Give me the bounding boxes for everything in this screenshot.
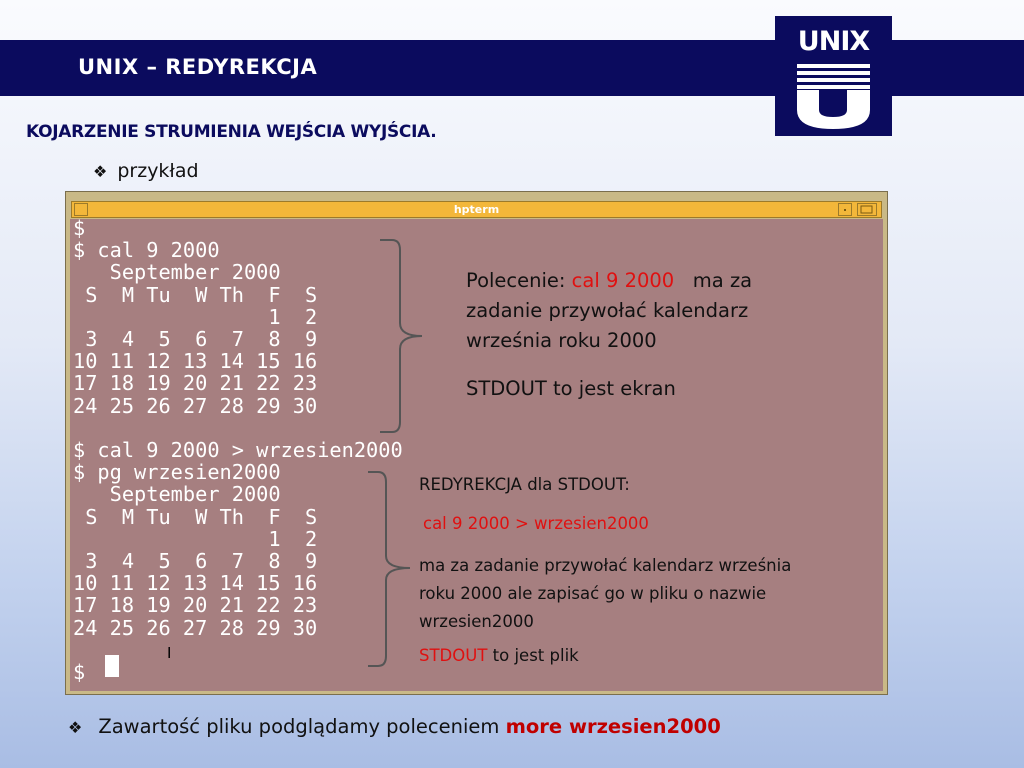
- terminal-line: $: [73, 216, 86, 240]
- note2-stdout-rest: to jest plik: [487, 646, 579, 665]
- note1-line4: STDOUT to jest ekran: [466, 377, 676, 400]
- note1-line2: zadanie przywołać kalendarz: [466, 299, 749, 322]
- unix-logo: [775, 16, 892, 136]
- note2-heading: REDYREKCJA dla STDOUT:: [419, 475, 630, 494]
- note1-line3: września roku 2000: [466, 329, 657, 352]
- logo-text: UNIX: [797, 26, 870, 57]
- terminal-line: $ pg wrzesien2000: [73, 460, 281, 485]
- terminal-line: 1 2: [73, 304, 318, 329]
- brace-icon-bottom: [366, 470, 416, 668]
- note2-line2: roku 2000 ale zapisać go w pliku o nazwie: [419, 584, 767, 603]
- terminal-line: 3 4 5 6 7 8 9: [73, 549, 318, 573]
- terminal-title: hpterm: [453, 203, 500, 216]
- note1-suffix: ma za: [674, 269, 753, 292]
- terminal-line: S M Tu W Th F S: [73, 504, 318, 529]
- terminal-line: S M Tu W Th F S: [73, 282, 318, 307]
- bullet-example: [93, 160, 199, 182]
- terminal-line: $: [73, 660, 86, 684]
- note-redirection: [419, 474, 791, 667]
- diamond-bullet-icon: ❖: [93, 162, 108, 181]
- terminal-titlebar[interactable]: [71, 201, 882, 218]
- terminal-line: 1 2: [73, 526, 318, 551]
- bullet-more-command: more wrzesien2000: [505, 715, 721, 738]
- unix-u-logo-icon: [775, 16, 892, 136]
- minimize-icon[interactable]: [838, 203, 852, 216]
- note2-stdout: STDOUT: [419, 646, 488, 665]
- note1-command: cal 9 2000: [571, 269, 675, 292]
- terminal-line: September 2000: [73, 482, 281, 507]
- terminal-line: 17 18 19 20 21 22 23: [73, 371, 318, 396]
- terminal-line: 17 18 19 20 21 22 23: [73, 593, 318, 618]
- slide-title: UNIX – REDYREKCJA: [78, 55, 318, 79]
- bullet-more: [68, 715, 721, 738]
- bullet-example-text: przykład: [117, 160, 199, 182]
- terminal-line: 24 25 26 27 28 29 30: [73, 615, 318, 640]
- note2-line1: ma za zadanie przywołać kalendarz września: [419, 556, 792, 575]
- note2-command: cal 9 2000 > wrzesien2000: [423, 514, 649, 533]
- terminal-line: 3 4 5 6 7 8 9: [73, 327, 318, 351]
- note-stdout-screen: [466, 266, 752, 404]
- note1-line1: [466, 266, 752, 296]
- terminal-line: September 2000: [73, 260, 281, 285]
- terminal-line: 10 11 12 13 14 15 16: [73, 571, 318, 596]
- terminal-line: 10 11 12 13 14 15 16: [73, 349, 318, 374]
- terminal-line: $ cal 9 2000 > wrzesien2000: [73, 438, 403, 462]
- note1-prefix: Polecenie:: [466, 269, 572, 292]
- text-cursor: [105, 655, 119, 677]
- terminal-line: 24 25 26 27 28 29 30: [73, 393, 318, 418]
- brace-icon-top: [378, 238, 428, 434]
- section-heading: KOJARZENIE STRUMIENIA WEJŚCIA WYJŚCIA.: [26, 122, 437, 142]
- maximize-icon[interactable]: [857, 203, 877, 216]
- diamond-bullet-icon: ❖: [68, 718, 83, 737]
- bullet-more-text: Zawartość pliku podglądamy poleceniem: [98, 715, 506, 738]
- terminal-line: $ cal 9 2000: [73, 238, 220, 263]
- note2-line3: wrzesien2000: [419, 612, 534, 631]
- ibeam-cursor-icon: Ⅰ: [167, 644, 172, 662]
